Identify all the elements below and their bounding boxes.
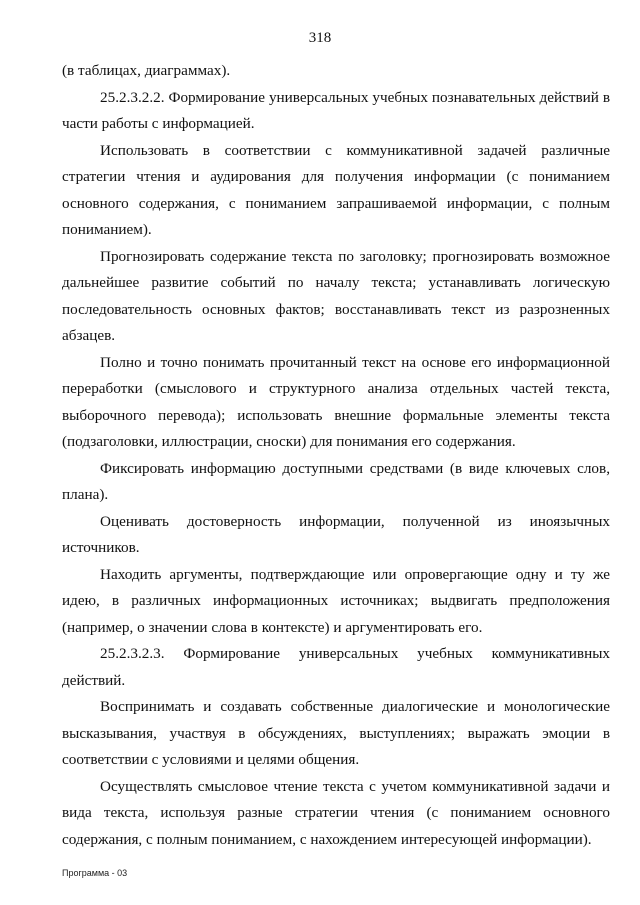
paragraph-continuation: (в таблицах, диаграммах).: [62, 62, 231, 79]
page-footer: Программа - 03: [62, 868, 128, 878]
page-number: 318: [308, 30, 332, 46]
paragraph: Находить аргументы, подтверждающие или опровергающие одну и ту же идею, в различных информационных источниках; выдвигать предположения (например, о значении слова в контексте) и аргументировать его.: [62, 565, 610, 636]
paragraph: Осуществлять смысловое чтение текста с учетом коммуникативной задачи и вида текста, используя разные стратегии чтения (с пониманием основного содержания, с полным пониманием, с нахождением интересующей информации).: [62, 777, 610, 848]
paragraph: Прогнозировать содержание текста по заголовку; прогнозировать возможное дальнейшее развитие событий по началу текста; устанавливать логическую последовательность основных фактов; восстанавливать текст из разрозненных абзацев.: [62, 247, 610, 344]
section-heading-25-2-3-2-3: 25.2.3.2.3. Формирование универсальных учебных коммуникативных действий.: [62, 645, 610, 689]
paragraph: Полно и точно понимать прочитанный текст на основе его информационной переработки (смыслового и структурного анализа отдельных частей текста, выборочного перевода); использовать внешние формальные элементы текста (подзаголовки, иллюстрации, сноски) для понимания его содержания.: [62, 353, 610, 450]
paragraph: Воспринимать и создавать собственные диалогические и монологические высказывания, участвуя в обсуждениях, выступлениях; выражать эмоции в соответствии с условиями и целями общения.: [62, 698, 610, 768]
paragraph: Фиксировать информацию доступными средствами (в виде ключевых слов, плана).: [62, 459, 610, 503]
document-body: [62, 58, 610, 853]
section-heading-25-2-3-2-2: 25.2.3.2.2. Формирование универсальных учебных познавательных действий в части работы с информацией.: [62, 88, 610, 132]
paragraph: Использовать в соответствии с коммуникативной задачей различные стратегии чтения и аудирования для получения информации (с пониманием основного содержания, с пониманием запрашиваемой информации, с полным пониманием).: [62, 141, 610, 238]
paragraph: Оценивать достоверность информации, полученной из иноязычных источников.: [62, 512, 610, 556]
